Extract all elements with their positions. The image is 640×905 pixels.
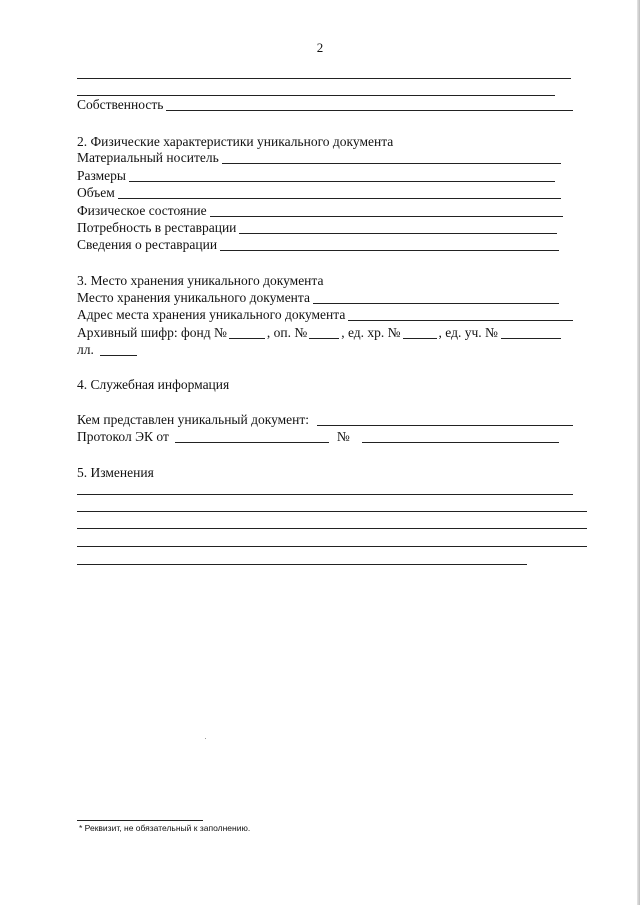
ownership-field[interactable] bbox=[166, 109, 573, 111]
changes-line-1[interactable] bbox=[77, 494, 573, 495]
physical-field-row bbox=[77, 203, 563, 219]
physical-field-row bbox=[77, 168, 555, 184]
changes-line-3[interactable] bbox=[77, 528, 587, 529]
restoration-info-field[interactable] bbox=[220, 249, 559, 251]
ownership-row bbox=[77, 97, 573, 113]
changes-line-5[interactable] bbox=[77, 564, 527, 565]
archive-ed-uch-label: , ед. уч. № bbox=[438, 325, 498, 340]
footnote-text: * Реквизит, не обязательный к заполнению. bbox=[79, 823, 251, 833]
volume-field[interactable] bbox=[118, 197, 561, 199]
dimensions-label: Размеры bbox=[77, 168, 126, 183]
restoration-need-field[interactable] bbox=[239, 232, 557, 234]
archive-op-label: , оп. № bbox=[266, 325, 308, 340]
scan-speck bbox=[205, 738, 206, 739]
submitted-by-row bbox=[77, 412, 573, 428]
material-carrier-label: Материальный носитель bbox=[77, 150, 219, 165]
protocol-row bbox=[77, 429, 559, 445]
physical-field-row bbox=[77, 150, 561, 166]
changes-line-2[interactable] bbox=[77, 511, 587, 512]
sheets-row bbox=[77, 342, 137, 358]
storage-address-field[interactable] bbox=[348, 319, 573, 321]
protocol-label: Протокол ЭК от bbox=[77, 429, 169, 444]
section-4-title: 4. Служебная информация bbox=[77, 377, 230, 392]
changes-line-4[interactable] bbox=[77, 546, 587, 547]
storage-place-row bbox=[77, 290, 559, 306]
material-carrier-field[interactable] bbox=[222, 162, 561, 164]
physical-field-row bbox=[77, 185, 561, 201]
fond-number-field[interactable] bbox=[229, 337, 265, 339]
archive-fond-label: Архивный шифр: фонд № bbox=[77, 325, 227, 340]
continuation-line-2[interactable] bbox=[77, 95, 555, 96]
protocol-number-sign: № bbox=[336, 429, 350, 444]
submitted-by-label: Кем представлен уникальный документ: bbox=[77, 412, 310, 427]
storage-place-label: Место хранения уникального документа bbox=[77, 290, 310, 305]
protocol-date-field[interactable] bbox=[175, 441, 329, 443]
dimensions-field[interactable] bbox=[129, 180, 555, 182]
archive-code-row bbox=[77, 325, 561, 341]
physical-field-row bbox=[77, 237, 559, 253]
restoration-info-label: Сведения о реставрации bbox=[77, 237, 218, 252]
section-2-title: 2. Физические характеристики уникального документа bbox=[77, 134, 394, 149]
ed-uch-number-field[interactable] bbox=[501, 337, 561, 339]
protocol-number-field[interactable] bbox=[362, 441, 559, 443]
storage-address-label: Адрес места хранения уникального документа bbox=[77, 307, 346, 322]
ownership-label: Собственность bbox=[77, 97, 164, 112]
sheets-label: лл. bbox=[77, 342, 94, 357]
continuation-line-1[interactable] bbox=[77, 78, 571, 79]
physical-condition-field[interactable] bbox=[210, 215, 563, 217]
sheets-field[interactable] bbox=[100, 354, 137, 356]
restoration-need-label: Потребность в реставрации bbox=[77, 220, 237, 235]
op-number-field[interactable] bbox=[309, 337, 339, 339]
storage-place-field[interactable] bbox=[313, 302, 559, 304]
storage-address-row bbox=[77, 307, 573, 323]
page-number: 2 bbox=[316, 40, 324, 55]
submitted-by-field[interactable] bbox=[317, 424, 573, 426]
volume-label: Объем bbox=[77, 185, 115, 200]
physical-field-row bbox=[77, 220, 557, 236]
ed-hr-number-field[interactable] bbox=[403, 337, 437, 339]
section-5-title: 5. Изменения bbox=[77, 465, 154, 480]
footnote-divider bbox=[77, 820, 203, 821]
section-3-title: 3. Место хранения уникального документа bbox=[77, 273, 324, 288]
archive-ed-hr-label: , ед. хр. № bbox=[341, 325, 401, 340]
physical-condition-label: Физическое состояние bbox=[77, 203, 207, 218]
